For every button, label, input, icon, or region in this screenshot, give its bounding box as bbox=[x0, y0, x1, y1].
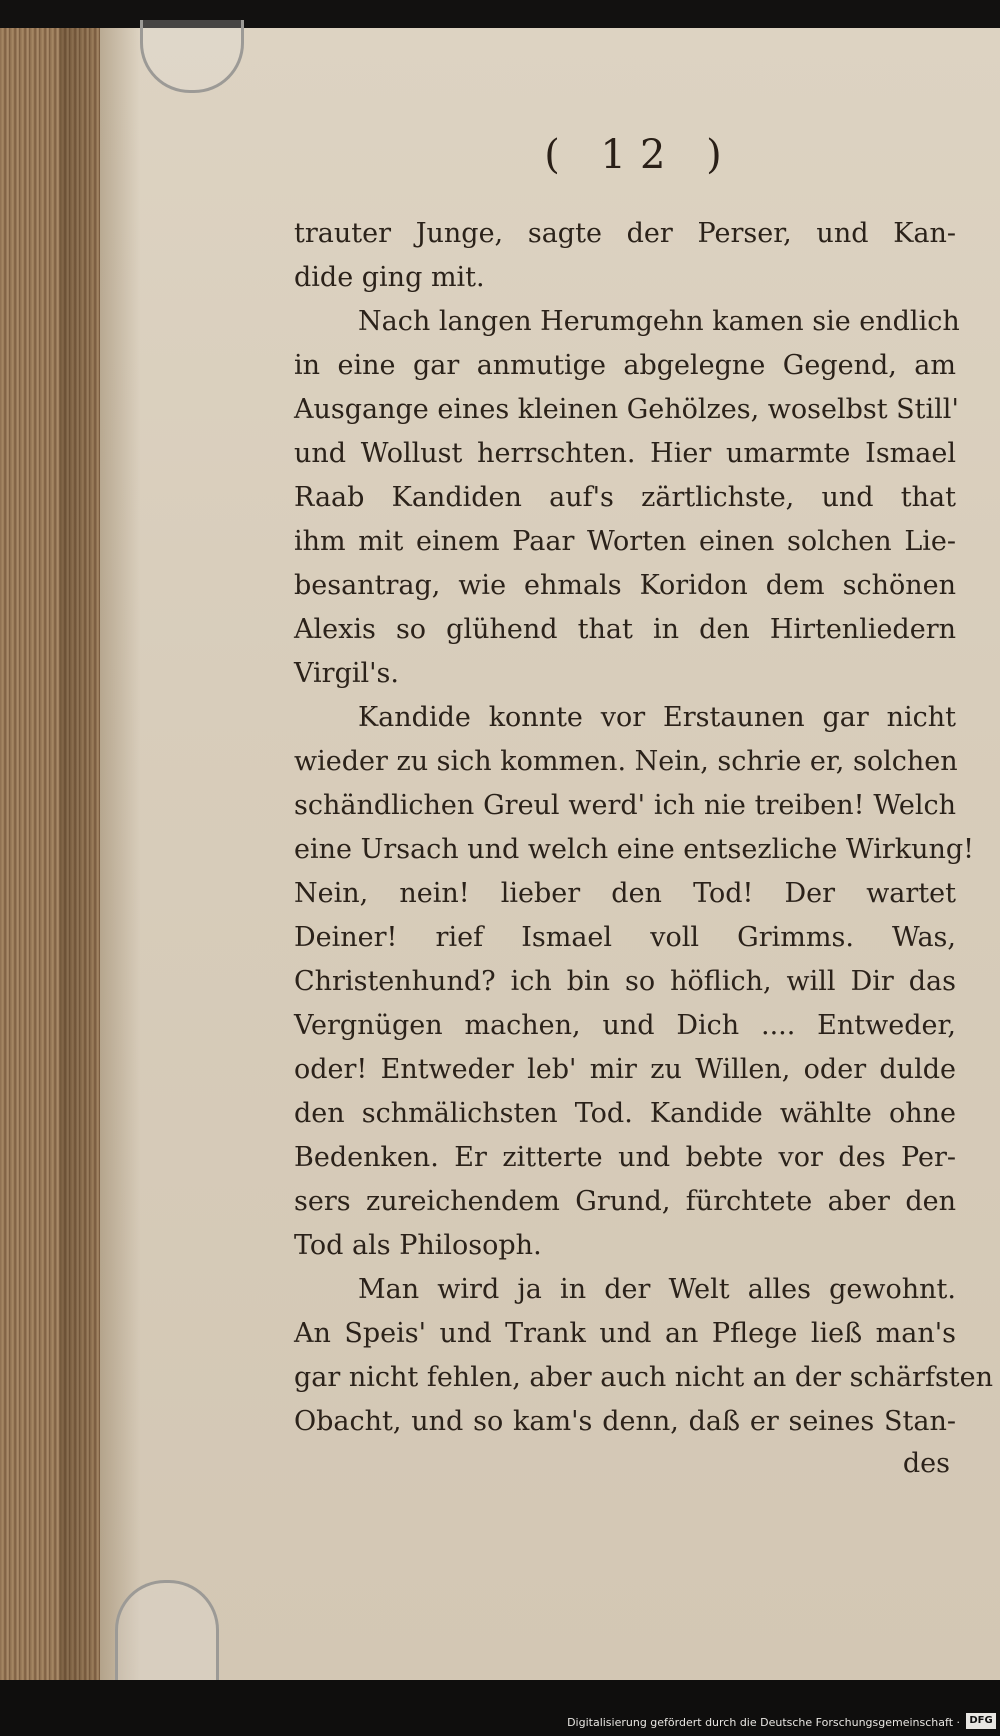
text-line: wieder zu sich kommen. Nein, schrie er, solchen bbox=[294, 746, 958, 777]
text-line: Virgil's. bbox=[294, 658, 399, 689]
page-number: ( 12 ) bbox=[544, 132, 736, 178]
text-line: Deiner! rief Ismael voll Grimms. Was, bbox=[294, 922, 956, 953]
text-line: Nach langen Herumgehn kamen sie endlich bbox=[358, 306, 960, 337]
text-line: Vergnügen machen, und Dich .... Entweder, bbox=[294, 1010, 956, 1041]
text-line: trauter Junge, sagte der Perser, und Kan- bbox=[294, 218, 956, 249]
bottom-page-clip bbox=[115, 1580, 219, 1683]
text-line: Man wird ja in der Welt alles gewohnt. bbox=[358, 1274, 956, 1305]
text-line: dide ging mit. bbox=[294, 262, 485, 293]
text-line: Bedenken. Er zitterte und bebte vor des Per- bbox=[294, 1142, 956, 1173]
text-line: Alexis so glühend that in den Hirtenliedern bbox=[294, 614, 956, 645]
text-line: in eine gar anmutige abgelegne Gegend, am bbox=[294, 350, 956, 381]
text-line: schändlichen Greul werd' ich nie treiben! Welch bbox=[294, 790, 956, 821]
text-line: Christenhund? ich bin so höflich, will Dir das bbox=[294, 966, 956, 997]
text-line: eine Ursach und welch eine entsezliche Wirkung! bbox=[294, 834, 975, 865]
text-line: besantrag, wie ehmals Koridon dem schönen bbox=[294, 570, 956, 601]
digitization-credit: Digitalisierung gefördert durch die Deutsche Forschungsgemeinschaft · bbox=[567, 1716, 960, 1729]
text-line: Kandide konnte vor Erstaunen gar nicht bbox=[358, 702, 956, 733]
text-line: und Wollust herrschten. Hier umarmte Ismael bbox=[294, 438, 956, 469]
text-line: Ausgange eines kleinen Gehölzes, woselbst Still' bbox=[294, 394, 959, 425]
text-line: sers zureichendem Grund, fürchtete aber den bbox=[294, 1186, 956, 1217]
text-line: Nein, nein! lieber den Tod! Der wartet bbox=[294, 878, 956, 909]
text-line: oder! Entweder leb' mir zu Willen, oder dulde bbox=[294, 1054, 956, 1085]
text-line: gar nicht fehlen, aber auch nicht an der schärfsten bbox=[294, 1362, 994, 1393]
text-line: Obacht, und so kam's denn, daß er seines Stan- bbox=[294, 1406, 956, 1437]
text-line: An Speis' und Trank und an Pflege ließ man's bbox=[294, 1318, 956, 1349]
catchword: des bbox=[902, 1448, 950, 1479]
page-text bbox=[294, 212, 994, 1444]
text-line: Tod als Philosoph. bbox=[294, 1230, 542, 1261]
text-line: Raab Kandiden auf's zärtlichste, und that bbox=[294, 482, 956, 513]
text-line: ihm mit einem Paar Worten einen solchen Lie- bbox=[294, 526, 956, 557]
text-line: den schmälichsten Tod. Kandide wählte ohne bbox=[294, 1098, 956, 1129]
dfg-logo: DFG bbox=[966, 1713, 996, 1729]
